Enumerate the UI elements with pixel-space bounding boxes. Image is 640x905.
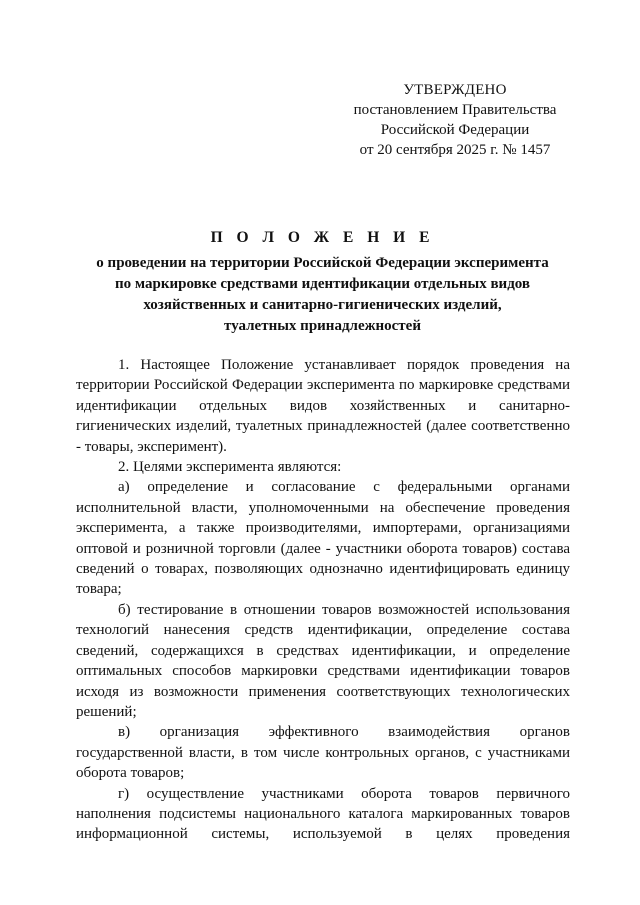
paragraph-2a: а) определение и согласование с федеральными органами исполнительной власти, уполномоченными на обеспечение проведения эксперимента, а также производителями, импортерами, организациями оптовой и розничной торговли (далее - участники оборота товаров) состава сведений о товарах, позволяющих однозначно идентифицировать единицу товара; [76, 479, 570, 598]
document-title: П О Л О Ж Е Н И Е [210, 229, 435, 246]
approval-line-3: от 20 сентября 2025 г. № 1457 [359, 142, 551, 158]
approval-stamp [340, 80, 570, 160]
document-subtitle-line-3: хозяйственных и санитарно-гигиенических изделий, [143, 297, 502, 313]
document-body [76, 355, 570, 845]
paragraph-2g: г) осуществление участниками оборота товаров первичного наполнения подсистемы национального каталога маркированных товаров информационной системы, используемой в целях проведения [76, 785, 570, 843]
document-subtitle-line-2: по маркировке средствами идентификации отдельных видов [114, 276, 531, 292]
approval-line-1: постановлением Правительства [353, 102, 557, 118]
document-heading [70, 227, 575, 337]
approval-title: УТВЕРЖДЕНО [403, 82, 507, 98]
approval-line-2: Российской Федерации [380, 122, 530, 138]
paragraph-2b: б) тестирование в отношении товаров возможностей использования технологий нанесения средств идентификации, определение состава сведений, содержащихся в средствах идентификации, и определение оптимальных способов маркировки средствами идентификации товаров исходя из возможности применения соответствующих технологических решений; [76, 601, 570, 720]
paragraph-1: 1. Настоящее Положение устанавливает порядок проведения на территории Российской Федерации эксперимента по маркировке средствами идентификации отдельных видов хозяйственных и санитарно-гигиенических изделий, туалетных принадлежностей (далее соответственно - товары, эксперимент). [76, 357, 570, 455]
paragraph-2: 2. Целями эксперимента являются: [118, 459, 342, 476]
document-subtitle-line-1: о проведении на территории Российской Федерации эксперимента [96, 255, 549, 271]
paragraph-2v: в) организация эффективного взаимодействия органов государственной власти, в том числе контрольных органов, с участниками оборота товаров; [76, 724, 570, 782]
document-subtitle-line-4: туалетных принадлежностей [224, 318, 421, 334]
